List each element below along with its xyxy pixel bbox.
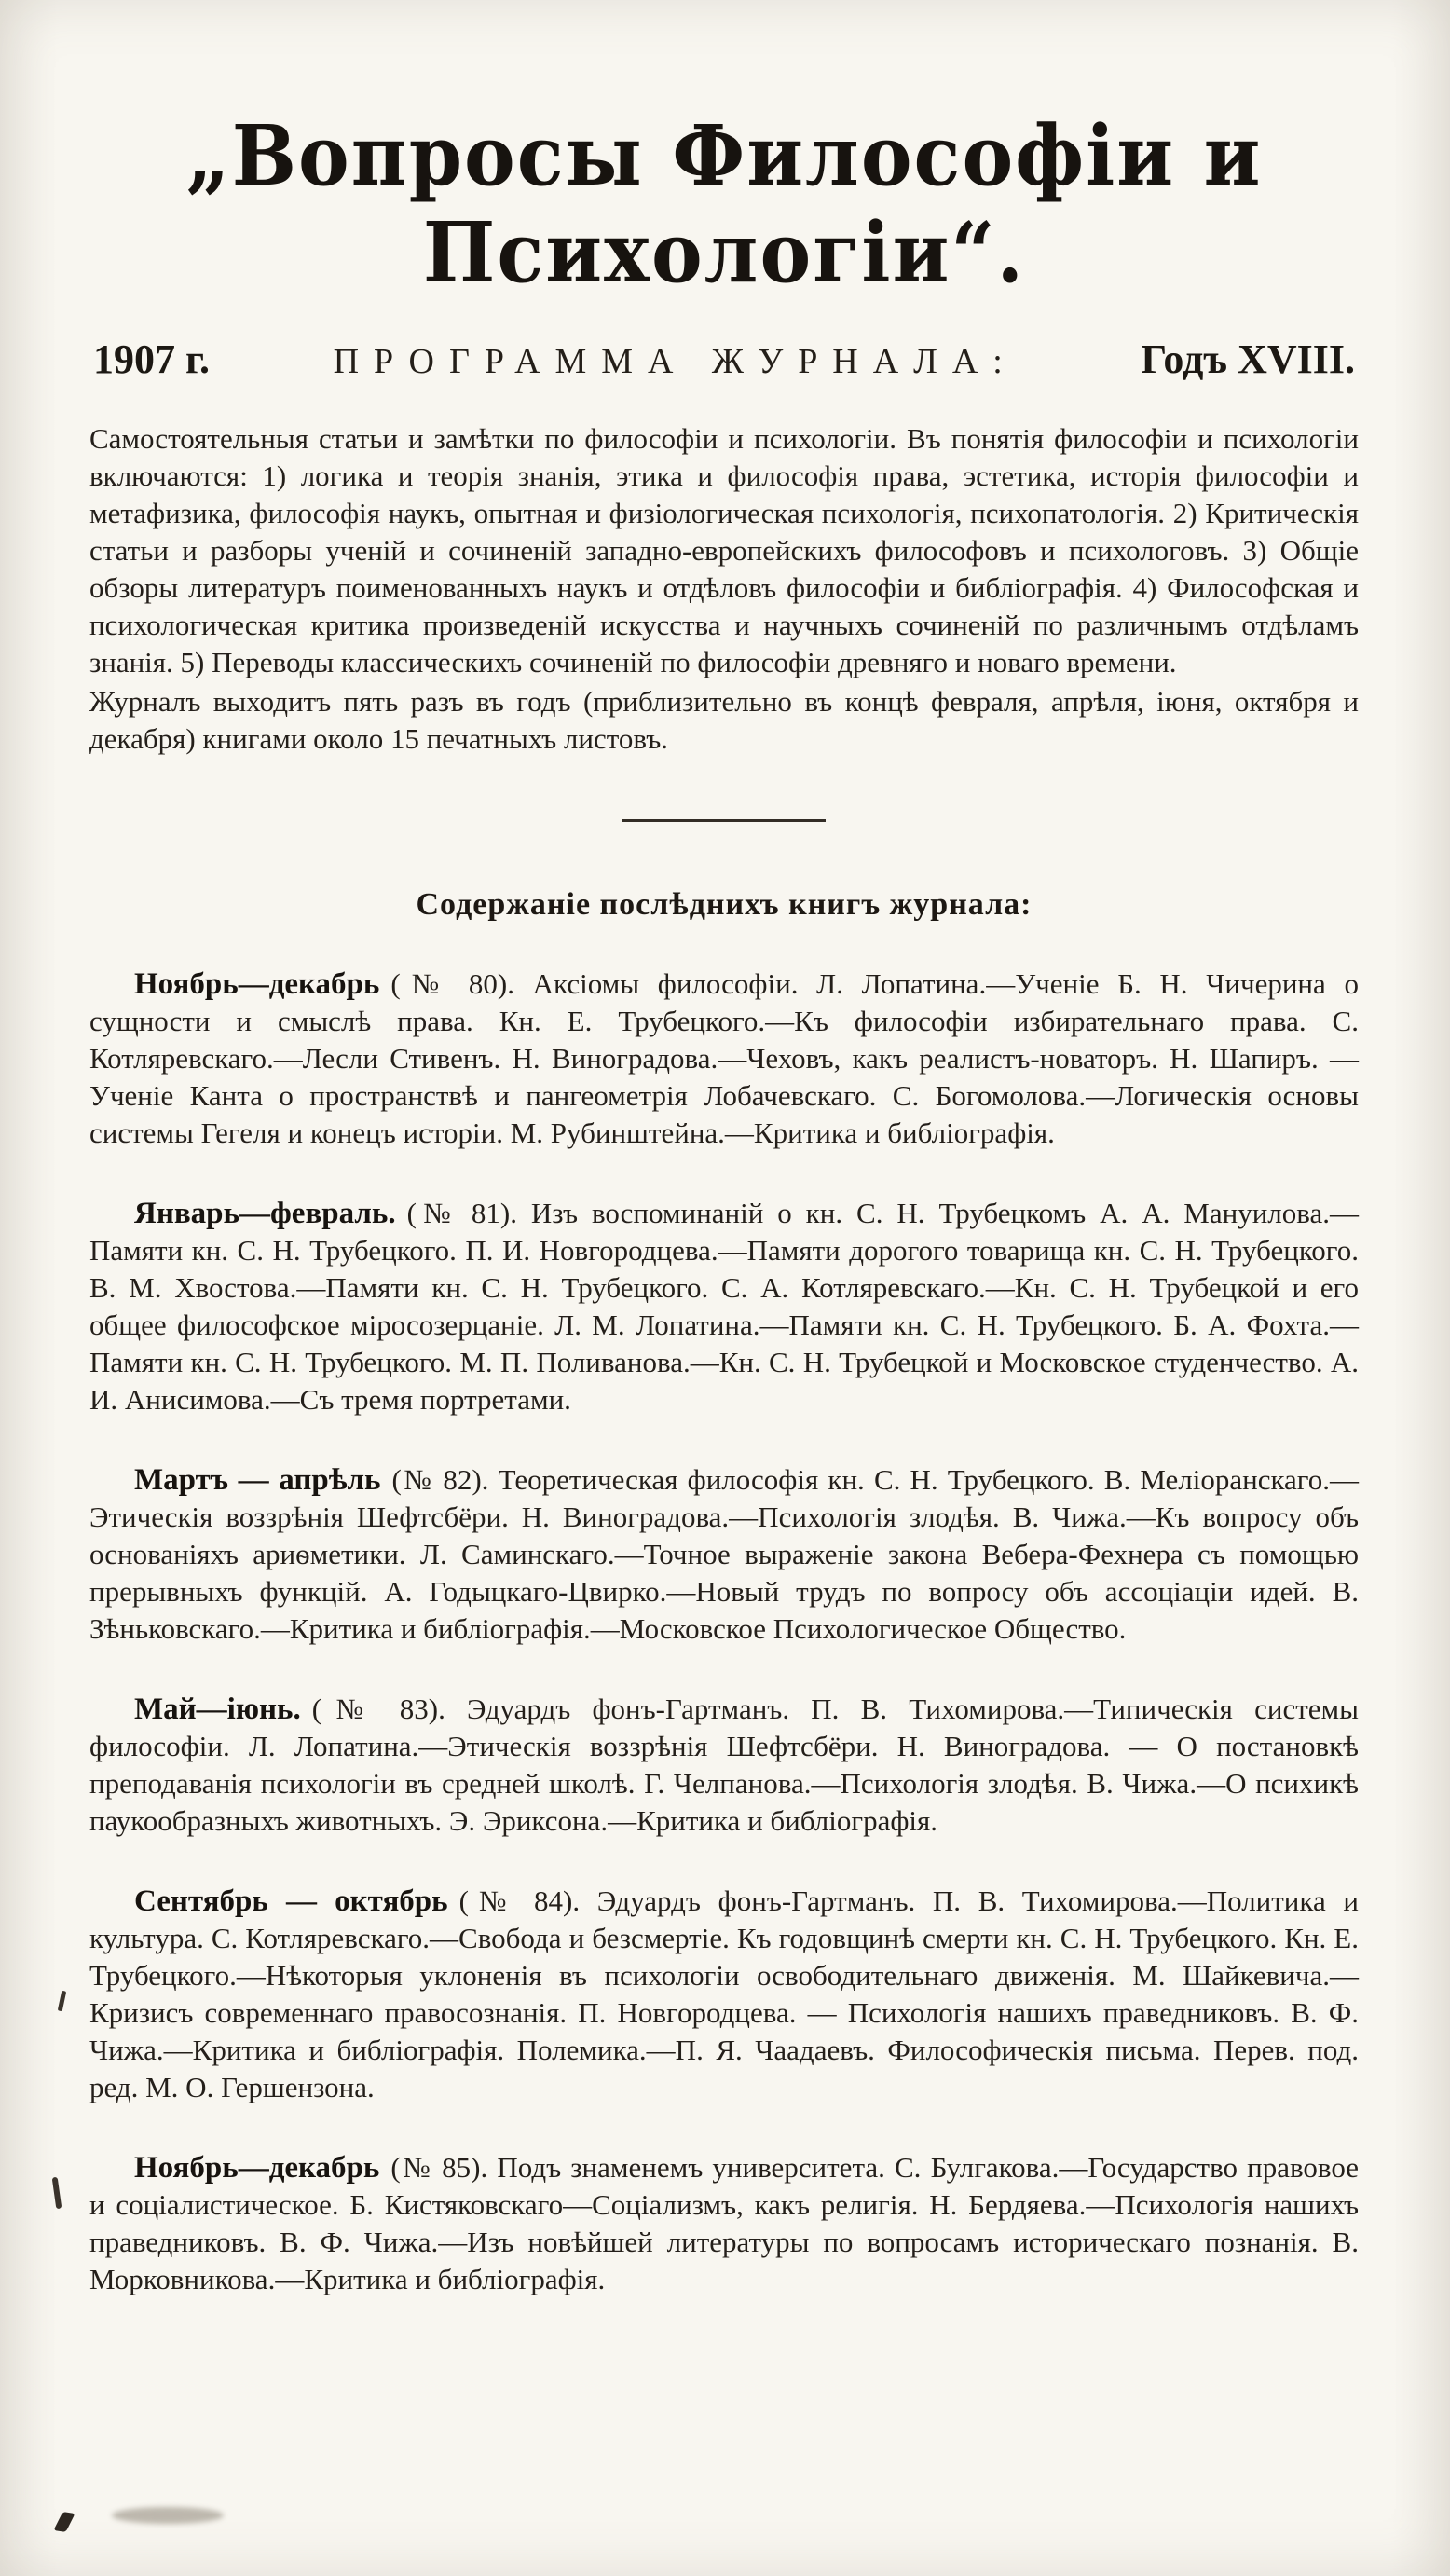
issue-body: (№ 85). Подъ знаменемъ университета. С. Булгакова.—Государство правовое и соціалистическое. Б. Кистяковскаго—Соціализмъ, какъ религія. Н. Бердяева.—Психологія нашихъ праведниковъ. В. Ф. Чижа.—Изъ новѣйшей литературы по вопросамъ историческаго познанія. В. Морковникова.—Критика и библіографія. — [89, 2151, 1359, 2295]
issue-entry — [89, 1461, 1359, 1648]
issue-body: (№ 82). Теоретическая философія кн. С. Н. Трубецкого. В. Меліоранскаго.—Этическія воззрѣнія Шефтсбёри. Н. Виноградова.—Психологія злодѣя. В. Чижа.—Къ вопросу объ основаніяхъ ариѳметики. Л. Саминскаго.—Точное выраженіе закона Вебера-Фехнера съ помощью прерывныхъ функцій. А. Годыцкаго-Цвирко.—Новый трудъ по вопросу объ ассоціаціи идей. В. Зѣньковскаго.—Критика и библіографія.—Московское Психологическое Общество. — [89, 1463, 1359, 1645]
issue-months: Январь—февраль. — [134, 1197, 396, 1230]
issue-list — [89, 966, 1359, 2298]
volume-label: Годъ XVIII. — [1141, 336, 1355, 382]
program-label: ПРОГРАММА ЖУРНАЛА: — [333, 342, 1018, 381]
program-description: Самостоятельныя статьи и замѣтки по философіи и психологіи. Въ понятія философіи и психологіи включаются: 1) логика и теорія знанія, этика и философія права, эстетика, исторія философіи и метафизика, философія наукъ, опытная и физіологическая психологія, психопатологія. 2) Критическія статьи и разборы ученій и сочиненій западно-европейскихъ философовъ и психологовъ. 3) Общіе обзоры литературъ поименованныхъ наукъ и отдѣловъ философіи и библіографія. 4) Философская и психологическая критика произведеній искусства и научныхъ сочиненій по различнымъ отдѣламъ знанія. 5) Переводы классическихъ сочиненій по философіи древняго и новаго времени. — [89, 422, 1359, 678]
issue-entry — [89, 1883, 1359, 2106]
issue-months: Май—іюнь. — [134, 1692, 301, 1726]
issue-entry — [89, 2149, 1359, 2298]
section-divider — [622, 819, 826, 822]
issue-months: Сентябрь — октябрь — [134, 1884, 448, 1918]
issue-body: (№ 83). Эдуардъ фонъ-Гартманъ. П. В. Тихомирова.—Типическія системы философіи. Л. Лопатина.—Этическія воззрѣнія Шефтсбёри. Н. Виноградова. — О постановкѣ преподаванія психологіи въ средней школѣ. Г. Челпанова.—Психологія злодѣя. В. Чижа.—О психикѣ паукообразныхъ животныхъ. Э. Эриксона.—Критика и библіографія. — [89, 1692, 1359, 1837]
issue-body: (№ 81). Изъ воспоминаній о кн. С. Н. Трубецкомъ А. А. Мануилова.—Памяти кн. С. Н. Трубецкого. П. И. Новгородцева.—Памяти дорогого товарища кн. С. Н. Трубецкого. В. М. Хвостова.—Памяти кн. С. Н. Трубецкого. С. А. Котляревскаго.—Кн. С. Н. Трубецкой и его общее философское міросозерцаніе. Л. М. Лопатина.—Памяти кн. С. Н. Трубецкого. Б. А. Фохта.—Памяти кн. С. Н. Трубецкого. М. П. Поливанова.—Кн. С. Н. Трубецкой и Московское студенчество. А. И. Анисимова.—Съ тремя портретами. — [89, 1197, 1359, 1416]
issue-months: Ноябрь—декабрь — [134, 2151, 380, 2185]
publication-schedule: Журналъ выходитъ пять разъ въ годъ (приблизительно въ концѣ февраля, апрѣля, іюня, октября и декабря) книгами около 15 печатныхъ листовъ. — [89, 685, 1359, 755]
issue-entry — [89, 1195, 1359, 1418]
contents-heading: Содержаніе послѣднихъ книгъ журнала: — [416, 887, 1033, 922]
issue-months: Ноябрь—декабрь — [134, 967, 380, 1001]
year-label: 1907 г. — [93, 336, 211, 382]
issue-months: Мартъ — апрѣль — [134, 1463, 381, 1497]
journal-title: „Вопросы Философіи и Психологіи“. — [185, 108, 1263, 302]
issue-body: (№ 80). Аксіомы философіи. Л. Лопатина.—Ученіе Б. Н. Чичерина о сущности и смыслѣ права. Кн. Е. Трубецкого.—Къ философіи избирательнаго права. С. Котляревскаго.—Лесли Стивенъ. Н. Виноградова.—Чеховъ, какъ реалистъ-новаторъ. Н. Шапиръ. — Ученіе Канта о пространствѣ и пангеометрія Лобачевскаго. С. Богомолова.—Логическія основы системы Гегеля и конецъ исторіи. М. Рубинштейна.—Критика и библіографія. — [89, 967, 1359, 1149]
scan-smudge — [112, 2507, 224, 2524]
ink-mark — [52, 2177, 62, 2210]
issue-body: (№ 84). Эдуардъ фонъ-Гартманъ. П. В. Тихомирова.—Политика и культура. С. Котляревскаго.—Свобода и безсмертіе. Къ годовщинѣ смерти кн. С. Н. Трубецкого. Кн. Е. Трубецкого.—Нѣкоторыя уклоненія въ психологіи освободительнаго движенія. М. Шайкевича.—Кризисъ современнаго правосознанія. П. Новгородцева. — Психологія нашихъ праведниковъ. В. Ф. Чижа.—Критика и библіографія. Полемика.—П. Я. Чаадаевъ. Философическія письма. Перев. под. ред. М. О. Гершензона. — [89, 1884, 1359, 2103]
issue-entry — [89, 966, 1359, 1152]
ink-mark — [53, 2512, 75, 2532]
program-line — [89, 336, 1359, 383]
issue-entry — [89, 1691, 1359, 1840]
ink-mark — [58, 1991, 66, 2012]
